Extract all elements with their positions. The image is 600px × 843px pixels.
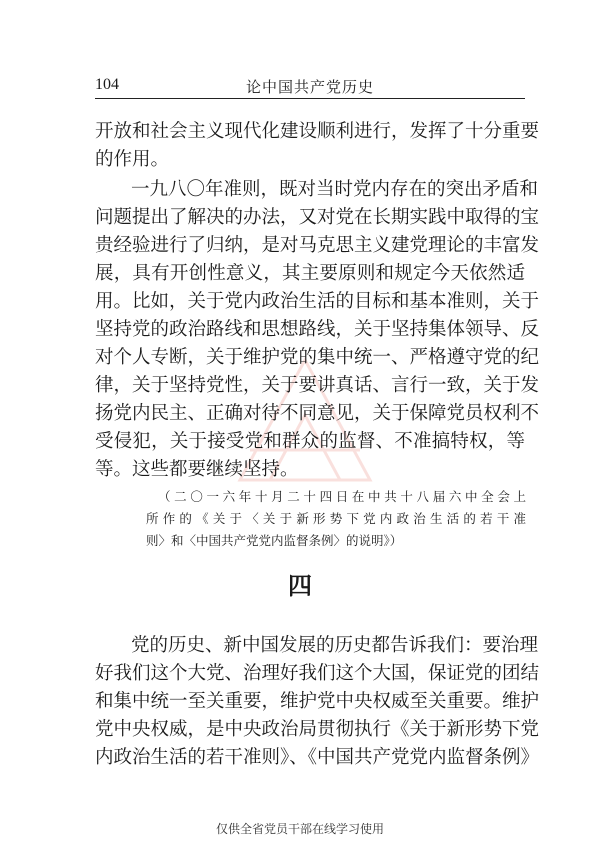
- citation-line: （二〇一六年十月二十四日在中共十八届六中全会上: [158, 489, 526, 504]
- text-line: 一九八〇年准则，既对当时党内存在的突出矛盾和: [131, 179, 539, 200]
- text-line: 的作用。: [95, 149, 170, 170]
- text-line: 律，关于坚持党性，关于要讲真话、言行一致，关于发: [95, 375, 540, 396]
- text-line: 党的历史、新中国发展的历史都告诉我们：要治理: [131, 635, 539, 656]
- text-line: 内政治生活的若干准则》、《中国共产党党内监督条例》: [95, 747, 540, 768]
- text-line: 对个人专断，关于维护党的集中统一、严格遵守党的纪: [95, 347, 540, 368]
- text-line: 扬党内民主、正确对待不同意见，关于保障党员权利不: [95, 403, 540, 424]
- text-line: 好我们这个大党、治理好我们这个大国，保证党的团结: [95, 663, 540, 684]
- text-line: 展，具有开创性意义，其主要原则和规定今天依然适: [95, 263, 525, 284]
- citation-line: 所作的《关于〈关于新形势下党内政治生活的若干准: [146, 511, 526, 526]
- text-line: 党中央权威，是中央政治局贯彻执行《关于新形势下党: [95, 719, 540, 740]
- running-title: 论中国共产党历史: [245, 78, 374, 96]
- section-heading: 四: [288, 572, 312, 600]
- page-number: 104: [95, 76, 119, 93]
- text-line: 受侵犯，关于接受党和群众的监督、不准搞特权，等: [95, 431, 525, 452]
- text-line: 用。比如，关于党内政治生活的目标和基本准则，关于: [95, 291, 540, 312]
- citation-line: 则〉和〈中国共产党党内监督条例〉的说明》）: [146, 533, 403, 548]
- text-line: 等。这些都要继续坚持。: [95, 459, 299, 480]
- running-header: [95, 74, 525, 99]
- footer-watermark-text: 仅供全省党员干部在线学习使用: [215, 822, 384, 836]
- text-line: 贵经验进行了归纳，是对马克思主义建党理论的丰富发: [95, 235, 540, 256]
- text-line: 问题提出了解决的办法，又对党在长期实践中取得的宝: [95, 207, 540, 228]
- text-line: 开放和社会主义现代化建设顺利进行，发挥了十分重要: [95, 121, 540, 142]
- text-line: 坚持党的政治路线和思想路线，关于坚持集体领导、反: [95, 319, 540, 340]
- text-line: 和集中统一至关重要，维护党中央权威至关重要。维护: [95, 691, 540, 712]
